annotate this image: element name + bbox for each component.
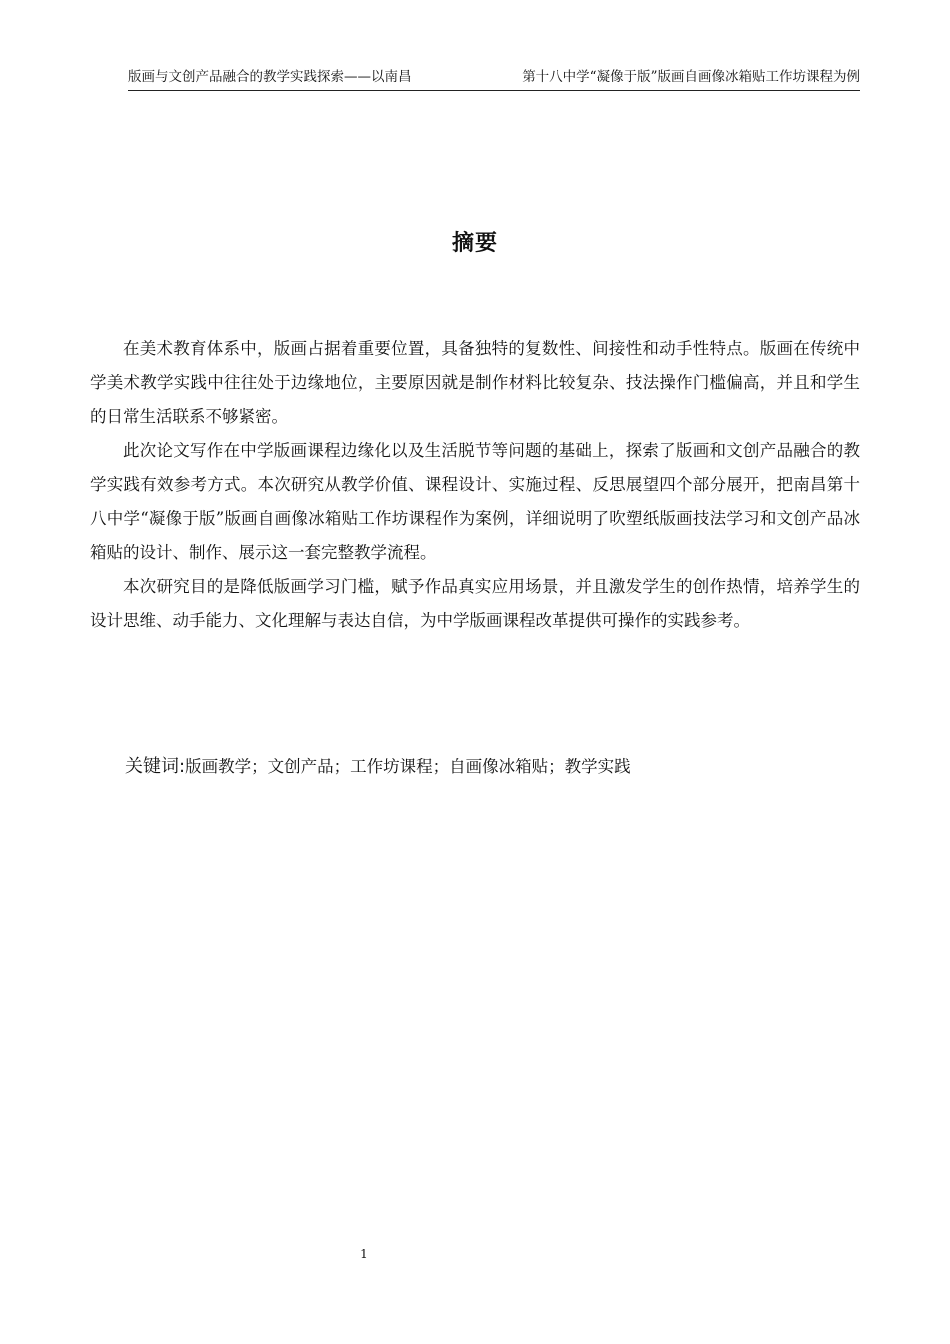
page-number: 1 <box>360 1247 368 1261</box>
keywords-line <box>125 752 860 782</box>
running-header <box>128 68 860 91</box>
page-title: 摘要 <box>451 231 498 256</box>
keywords-value: 版画教学；文创产品；工作坊课程；自画像冰箱贴；教学实践 <box>185 757 631 776</box>
abstract-paragraph-3: 本次研究目的是降低版画学习门槛，赋予作品真实应用场景，并且激发学生的创作热情，培养学生的设计思维、动手能力、文化理解与表达自信，为中学版画课程改革提供可操作的实践参考。 <box>90 577 860 630</box>
abstract-paragraph-1: 在美术教育体系中，版画占据着重要位置，具备独特的复数性、间接性和动手性特点。版画在传统中学美术教学实践中往往处于边缘地位，主要原因就是制作材料比较复杂、技法操作门槛偏高，并且和学生的日常生活联系不够紧密。 <box>90 339 860 426</box>
keywords-separator: : <box>179 756 186 777</box>
abstract-body <box>90 332 860 638</box>
running-header-left: 版画与文创产品融合的教学实践探索——以南昌 <box>128 69 412 85</box>
keywords-label: 关键词 <box>125 756 179 777</box>
abstract-paragraph-2: 此次论文写作在中学版画课程边缘化以及生活脱节等问题的基础上，探索了版画和文创产品融合的教学实践有效参考方式。本次研究从教学价值、课程设计、实施过程、反思展望四个部分展开，把南昌第十八中学“凝像于版”版画自画像冰箱贴工作坊课程作为案例，详细说明了吹塑纸版画技法学习和文创产品冰箱贴的设计、制作、展示这一套完整教学流程。 <box>90 441 860 562</box>
running-header-right: 第十八中学“凝像于版”版画自画像冰箱贴工作坊课程为例 <box>522 69 860 85</box>
